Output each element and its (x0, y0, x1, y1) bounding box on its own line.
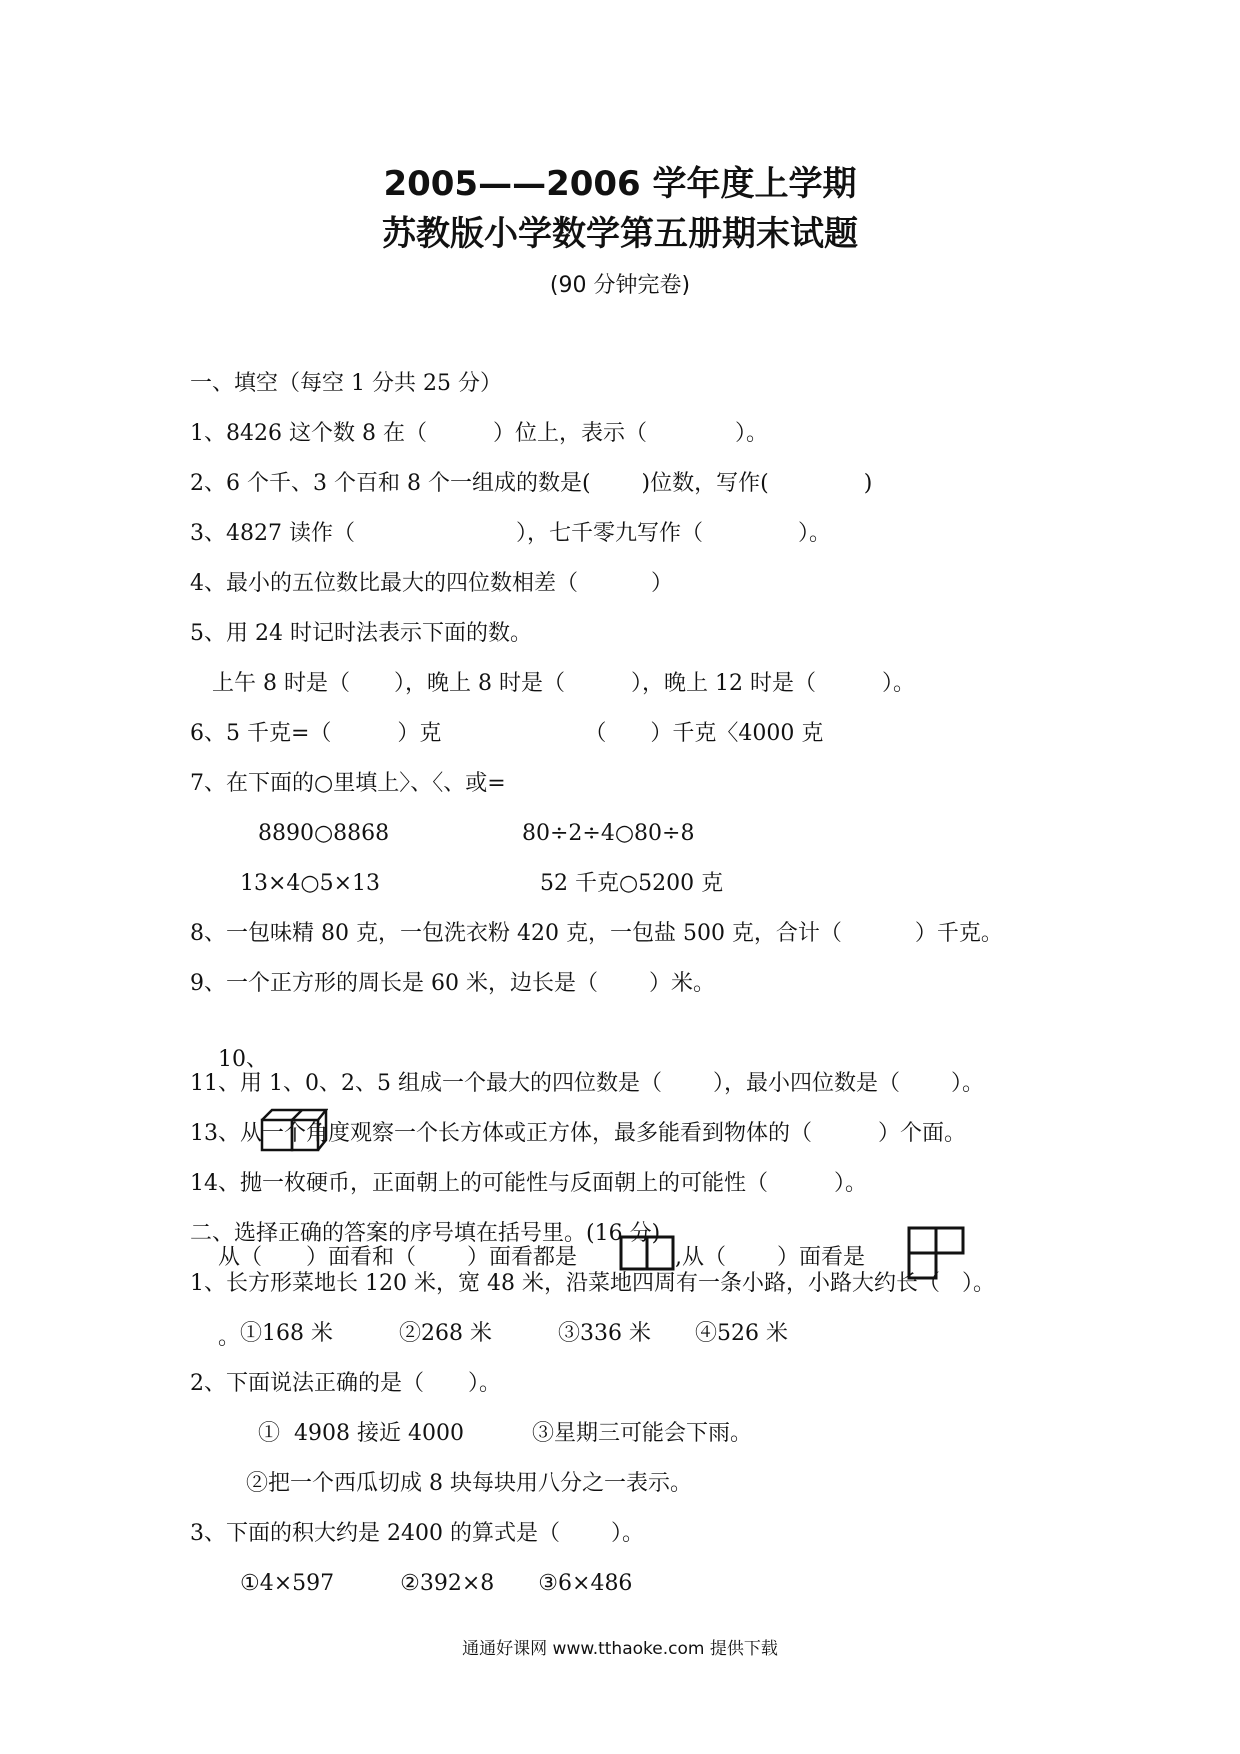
question-1-5-sub: 上午 8 时是（ ），晚上 8 时是（ ），晚上 12 时是（ ）。 (212, 671, 915, 696)
question-1-7: 7、在下面的○里填上〉、〈、或= (190, 771, 506, 796)
question-1-6: 6、5 千克=（ ）克 （ ）千克〈4000 克 (190, 721, 824, 746)
question-1-13: 13、从一个角度观察一个长方体或正方体，最多能看到物体的（ ）个面。 (190, 1121, 966, 1146)
question-1-14: 14、抛一枚硬币，正面朝上的可能性与反面朝上的可能性（ ）。 (190, 1171, 867, 1196)
question-2-2: 2、下面说法正确的是（ ）。 (190, 1371, 501, 1396)
question-1-11: 11、用 1、0、2、5 组成一个最大的四位数是（ ），最小四位数是（ ）。 (190, 1071, 984, 1096)
question-1-1: 1、8426 这个数 8 在（ ）位上，表示（ ）。 (190, 421, 768, 446)
download-footer: 通通好课网 www.tthaoke.com 提供下载 (462, 1639, 778, 1659)
question-2-2-option-1: ① 4908 接近 4000 (258, 1421, 464, 1446)
question-1-7-a: 8890○8868 (258, 821, 390, 846)
question-1-3: 3、4827 读作（ ），七千零九写作（ ）。 (190, 521, 831, 546)
question-2-1-options: ①168 米 ②268 米 ③336 米 ④526 米 (240, 1321, 788, 1346)
question-1-10-prefix: 10、 (217, 1047, 268, 1072)
section2-heading: 二、选择正确的答案的序号填在括号里。(16 分) (190, 1221, 661, 1246)
exam-title: 2005——2006 学年度上学期 (383, 164, 857, 204)
question-2-2-option-2: ②把一个西瓜切成 8 块每块用八分之一表示。 (246, 1471, 692, 1496)
question-1-9: 9、一个正方形的周长是 60 米，边长是（ ）米。 (190, 971, 715, 996)
question-1-7-d: 52 千克○5200 克 (540, 871, 724, 896)
question-2-3-options: ①4×597 ②392×8 ③6×486 (240, 1571, 633, 1596)
l-shape-view-icon (865, 1194, 965, 1322)
question-1-8: 8、一包味精 80 克，一包洗衣粉 420 克，一包盐 500 克，合计（ ）千克。 (190, 921, 1003, 946)
question-2-3: 3、下面的积大约是 2400 的算式是（ ）。 (190, 1521, 644, 1546)
question-1-10-mid2: ,从（ ）面看是 (674, 1245, 865, 1270)
question-1-2: 2、6 个千、3 个百和 8 个一组成的数是( )位数，写作( ) (190, 471, 873, 496)
exam-duration-note: (90 分钟完卷) (549, 273, 691, 298)
question-2-2-option-3: ③星期三可能会下雨。 (532, 1421, 753, 1446)
question-2-1: 1、长方形菜地长 120 米，宽 48 米，沿菜地四周有一条小路，小路大约长（ ）。 (190, 1271, 995, 1296)
section1-heading: 一、填空（每空 1 分共 25 分） (190, 371, 502, 396)
question-1-10-end: 。 (217, 1325, 240, 1350)
question-1-10-mid1: 从（ ）面看和（ ）面看都是 (217, 1245, 577, 1270)
question-1-4: 4、最小的五位数比最大的四位数相差（ ） (190, 571, 673, 596)
question-1-7-c: 13×4○5×13 (240, 871, 381, 896)
question-1-5: 5、用 24 时记时法表示下面的数。 (190, 621, 532, 646)
exam-subtitle: 苏教版小学数学第五册期末试题 (382, 214, 858, 254)
question-1-7-b: 80÷2÷4○80÷8 (522, 821, 695, 846)
